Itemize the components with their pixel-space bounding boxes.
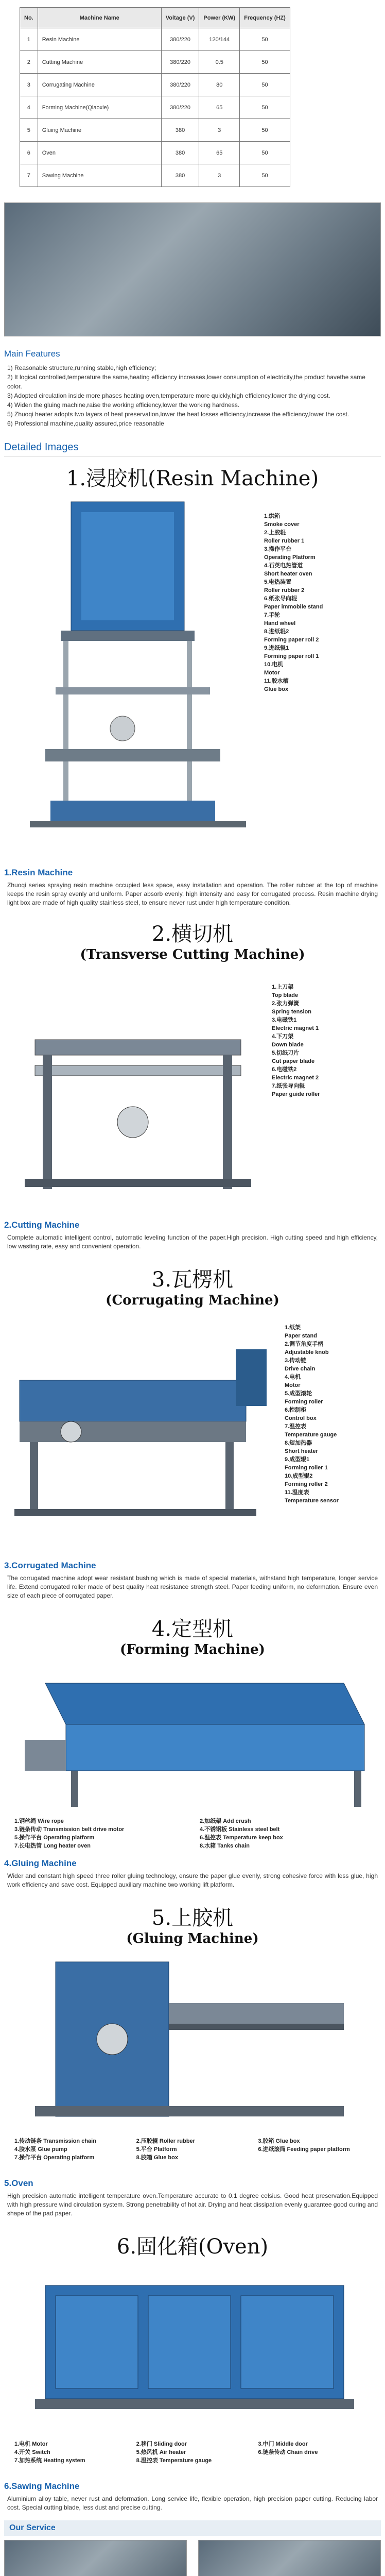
col-machine-name: Machine Name <box>38 8 161 28</box>
col-frequency: Frequency (HZ) <box>240 8 290 28</box>
page <box>0 7 385 2576</box>
label: 2.移门 Sliding door <box>136 2441 187 2447</box>
spec-table <box>20 7 290 187</box>
forming-labels <box>14 1817 375 1850</box>
section-title: 4.Gluing Machine <box>4 1858 77 1868</box>
section-title: 1.Resin Machine <box>4 868 73 877</box>
corrugating-machine-subtitle: (Corrugating Machine) <box>106 1293 279 1308</box>
cell: 50 <box>240 51 290 74</box>
gluing-labels <box>14 2137 375 2162</box>
label: 3.中门 Middle door <box>258 2441 308 2447</box>
label: 5.热风机 Air heater <box>136 2449 186 2455</box>
label: 6.纸张导向辊 <box>264 596 297 602</box>
cutting-machine-subtitle: (Transverse Cutting Machine) <box>80 947 305 962</box>
cell: 380/220 <box>161 28 199 51</box>
label: Down blade <box>272 1042 304 1048</box>
label: 5.切纸刀片 <box>272 1050 300 1056</box>
cell: 50 <box>240 74 290 96</box>
label: 3.传动链 <box>285 1358 307 1364</box>
feature-item: 5) Zhuoqi heater adopts two layers of heat preservation,lower the heat losses efficiency,increase the efficiency,lower the cost. <box>7 411 349 418</box>
after-sale-photo <box>198 2540 381 2576</box>
label: 7.长电热管 Long heater oven <box>14 1843 91 1849</box>
label: 8.水箱 Tanks chain <box>200 1843 250 1849</box>
cell: 50 <box>240 119 290 142</box>
section-text: High precision automatic intelligent temperature oven.Temperature accurate to 0.1 degree celsius. Good heat preservation.Equipped with high pressure wind circulation system. Strong penetrability of hot air. Drying and heat dissipation evenly guarantee good curing and shape of the pad paper. <box>7 2192 378 2217</box>
label: 3.链条传动 Transmission belt drive motor <box>14 1826 125 1833</box>
factory-photo <box>4 202 381 336</box>
cell: 80 <box>199 74 240 96</box>
label: 6.链条传动 Chain drive <box>258 2449 318 2455</box>
table-row <box>20 96 290 119</box>
cutting-machine-title: 2.横切机 <box>151 922 234 946</box>
service-photos <box>4 2540 381 2576</box>
section-title: 6.Sawing Machine <box>4 2481 80 2491</box>
col-voltage: Voltage (V) <box>161 8 199 28</box>
cell: 50 <box>240 28 290 51</box>
table-row <box>20 142 290 164</box>
resin-machine-illustration <box>14 492 261 862</box>
label: 5.操作平台 Operating platform <box>14 1835 95 1841</box>
label: 9.成型辊1 <box>285 1456 310 1463</box>
label: 4.石英电热管道 <box>264 563 303 569</box>
label: 3.胶箱 Glue box <box>258 2138 300 2144</box>
resin-machine-diagram <box>4 492 385 862</box>
cell: Oven <box>38 142 161 164</box>
label: 2.加纸架 Add crush <box>200 1818 251 1824</box>
feature-item: 3) Adopted circulation inside more phases heating oven,temperature more quickly,high efficiency,lower the drying cost. <box>7 392 330 399</box>
label: 4.胶水泵 Glue pump <box>14 2146 67 2153</box>
label: Electric magnet 1 <box>272 1025 319 1031</box>
feature-item: 6) Professional machine,quality assured,price reasonable <box>7 420 164 427</box>
forming-machine-subtitle: (Forming Machine) <box>120 1642 265 1657</box>
label: Cut paper blade <box>272 1058 315 1064</box>
cell: 380/220 <box>161 74 199 96</box>
cell: 380 <box>161 142 199 164</box>
corrugating-machine-diagram <box>4 1308 385 1555</box>
cell: 7 <box>20 164 38 187</box>
oven-labels <box>14 2440 375 2465</box>
corrugating-machine-illustration <box>9 1318 277 1555</box>
label: Short heater <box>285 1448 318 1454</box>
resin-labels <box>264 512 323 693</box>
label: Forming roller 2 <box>285 1481 328 1487</box>
label: 1.传动链条 Transmission chain <box>14 2138 96 2144</box>
cell: Corrugating Machine <box>38 74 161 96</box>
cutting-machine-diagram <box>4 962 385 1215</box>
label: 11.胶水槽 <box>264 678 289 684</box>
cell: 380/220 <box>161 96 199 119</box>
table-row <box>20 28 290 51</box>
pre-sale-photo <box>4 2540 187 2576</box>
corrugating-labels <box>285 1324 339 1505</box>
forming-description <box>4 1858 381 1889</box>
oven-illustration <box>14 2265 375 2435</box>
cell: 50 <box>240 142 290 164</box>
label: 3.电磁铁1 <box>272 1017 297 1023</box>
cell: 1 <box>20 28 38 51</box>
main-features <box>4 349 381 428</box>
main-features-title: Main Features <box>4 349 60 359</box>
col-no: No. <box>20 8 38 28</box>
cell: Forming Machine(Qiaoxie) <box>38 96 161 119</box>
label: Smoke cover <box>264 521 300 528</box>
label: Glue box <box>264 686 289 692</box>
label: Temperature sensor <box>285 1498 339 1504</box>
label: 2.调节角度手柄 <box>285 1341 324 1347</box>
gluing-machine-diagram <box>4 1946 385 2173</box>
label: 5.电热装置 <box>264 579 292 585</box>
label: 10.电机 <box>264 662 284 668</box>
cutting-machine-illustration <box>14 968 267 1220</box>
label: 1.上刀架 <box>272 984 294 990</box>
label: 4.不锈钢板 Stainless steel belt <box>200 1826 280 1833</box>
label: 2.张力弹簧 <box>272 1001 300 1007</box>
label: Paper stand <box>285 1333 317 1339</box>
label: Operating Platform <box>264 554 316 561</box>
feature-item: 1) Reasonable structure,running stable,high efficiency; <box>7 364 156 371</box>
cell: Resin Machine <box>38 28 161 51</box>
label: Spring tension <box>272 1009 311 1015</box>
corrugating-description <box>4 1561 381 1600</box>
corrugating-machine-title: 3.瓦楞机 <box>151 1268 234 1292</box>
cell: Sawing Machine <box>38 164 161 187</box>
gluing-machine-subtitle: (Gluing Machine) <box>126 1931 259 1946</box>
label: Short heater oven <box>264 571 312 577</box>
table-row <box>20 119 290 142</box>
feature-item: 2) It logical controlled,temperature the same,heating efficiency increases,lower consumption of electricity,the product havethe same color. <box>7 374 365 390</box>
oven-diagram <box>4 2260 385 2476</box>
resin-description <box>4 868 381 907</box>
label: Paper guide roller <box>272 1091 320 1097</box>
label: 7.温控表 <box>285 1423 307 1430</box>
spec-table-header <box>20 8 290 28</box>
label: Forming paper roll 2 <box>264 637 319 643</box>
label: 6.控制柜 <box>285 1407 307 1413</box>
label: 1.电机 Motor <box>14 2441 48 2447</box>
label: Drive chain <box>285 1366 316 1372</box>
section-text: Wider and constant high speed three roller gluing technology, ensure the paper glue evenly, strong cohesive force with less glue, high work efficiency and save cost. Equipped auxiliary machine two working lift platform. <box>7 1872 378 1888</box>
cell: 6 <box>20 142 38 164</box>
label: 8.进纸辊2 <box>264 629 289 635</box>
label: 1.纸架 <box>285 1325 301 1331</box>
resin-machine-title: 1.浸胶机(Resin Machine) <box>66 467 319 490</box>
label: Adjustable knob <box>285 1349 329 1355</box>
feature-item: 4) Widen the gluing machine,raise the working efficiency,lower the working hardness. <box>7 401 240 409</box>
cell: 120/144 <box>199 28 240 51</box>
cell: 2 <box>20 51 38 74</box>
forming-machine-title: 4.定型机 <box>151 1617 234 1641</box>
cell: 50 <box>240 164 290 187</box>
cell: 3 <box>199 164 240 187</box>
service-band <box>4 2520 381 2536</box>
label: 5.成型滚轮 <box>285 1391 312 1397</box>
label: Roller rubber 1 <box>264 538 305 544</box>
label: 8.温控表 Temperature gauge <box>136 2458 212 2464</box>
cell: 0.5 <box>199 51 240 74</box>
label: Control box <box>285 1415 317 1421</box>
label: 3.操作平台 <box>264 546 292 552</box>
cell: 3 <box>20 74 38 96</box>
label: 4.开关 Switch <box>14 2449 50 2455</box>
gluing-description <box>4 2178 381 2218</box>
detailed-images-title: Detailed Images <box>4 442 381 457</box>
label: 2.压胶辊 Roller rubber <box>136 2138 195 2144</box>
label: Forming roller <box>285 1399 323 1405</box>
label: 8.短加热器 <box>285 1440 312 1446</box>
cell: 4 <box>20 96 38 119</box>
section-text: The corrugated machine adopt wear resistant bushing which is made of special materials, withstand high temperature, longer service life. Extend corrugated roller made of best quality heat resistance strength steel. Paper feeding uniform, no deformation. Ensure even size of each piece of corrugated paper. <box>7 1574 378 1599</box>
label: 6.温控表 Temperature keep box <box>200 1835 283 1841</box>
forming-machine-illustration <box>14 1663 375 1817</box>
label: Forming roller 1 <box>285 1465 328 1471</box>
label: 7.操作平台 Operating platform <box>14 2155 95 2161</box>
oven-title: 6.固化箱(Oven) <box>116 2235 269 2259</box>
label: Hand wheel <box>264 620 296 626</box>
label: 7.加热系统 Heating system <box>14 2458 85 2464</box>
label: 4.下刀架 <box>272 1033 294 1040</box>
label: 5.平台 Platform <box>136 2146 177 2153</box>
cell: Cutting Machine <box>38 51 161 74</box>
section-text: Complete automatic intelligent control, automatic leveling function of the paper.High precision. High cutting speed and high efficiency, low wasting rate, easy and convenient operation. <box>7 1234 378 1250</box>
label: 8.胶箱 Glue box <box>136 2155 178 2161</box>
label: 9.进纸辊1 <box>264 645 289 651</box>
cell: 50 <box>240 96 290 119</box>
section-title: 3.Corrugated Machine <box>4 1561 96 1570</box>
label: Electric magnet 2 <box>272 1075 319 1081</box>
cell: 65 <box>199 96 240 119</box>
label: Forming paper roll 1 <box>264 653 319 659</box>
cell: 65 <box>199 142 240 164</box>
cell: 3 <box>199 119 240 142</box>
label: Temperature gauge <box>285 1432 337 1438</box>
table-row <box>20 51 290 74</box>
gluing-machine-illustration <box>14 1952 375 2137</box>
cell: 5 <box>20 119 38 142</box>
cutting-description <box>4 1220 381 1251</box>
cell: Gluing Machine <box>38 119 161 142</box>
cell: 380 <box>161 164 199 187</box>
table-row <box>20 74 290 96</box>
section-text: Aluminium alloy table, never rust and deformation. Long service life, flexible operation, high precision paper cutting. Reducing labor cost. Special cutting blade, less dust and precise cutting. <box>7 2495 378 2511</box>
label: 7.纸张导向辊 <box>272 1083 305 1089</box>
service-title: Our Service <box>9 2523 56 2532</box>
label: Roller rubber 2 <box>264 587 305 594</box>
section-title: 5.Oven <box>4 2178 33 2188</box>
label: Top blade <box>272 992 299 998</box>
label: 10.成型辊2 <box>285 1473 313 1479</box>
label: 6.进纸滚筒 Feeding paper platform <box>258 2146 350 2153</box>
gluing-machine-title: 5.上胶机 <box>151 1906 234 1930</box>
label: 7.手轮 <box>264 612 281 618</box>
section-title: 2.Cutting Machine <box>4 1220 80 1230</box>
section-text: Zhuoqi series spraying resin machine occupied less space, easy installation and operation. The roller rubber at the top of machine keeps the resin spray evenly and uniform. Paper absorb evenly, high intensity and easy for corrugated process. Resin machine drying light box are made of high quality stainless steel, to ensure never rust under high temperature condition. <box>7 882 378 906</box>
label: Motor <box>264 670 280 676</box>
label: Paper immobile stand <box>264 604 323 610</box>
label: 4.电机 <box>285 1374 301 1380</box>
cell: 380/220 <box>161 51 199 74</box>
label: 1.烘箱 <box>264 513 281 519</box>
label: 11.温度表 <box>285 1489 309 1496</box>
cutting-labels <box>272 983 320 1098</box>
forming-machine-diagram <box>4 1657 385 1853</box>
col-power: Power (KW) <box>199 8 240 28</box>
oven-description <box>4 2481 381 2512</box>
label: 6.电磁铁2 <box>272 1066 297 1073</box>
cell: 380 <box>161 119 199 142</box>
label: 2.上胶辊 <box>264 530 286 536</box>
table-row <box>20 164 290 187</box>
label: 1.钢丝绳 Wire rope <box>14 1818 64 1824</box>
label: Motor <box>285 1382 301 1388</box>
